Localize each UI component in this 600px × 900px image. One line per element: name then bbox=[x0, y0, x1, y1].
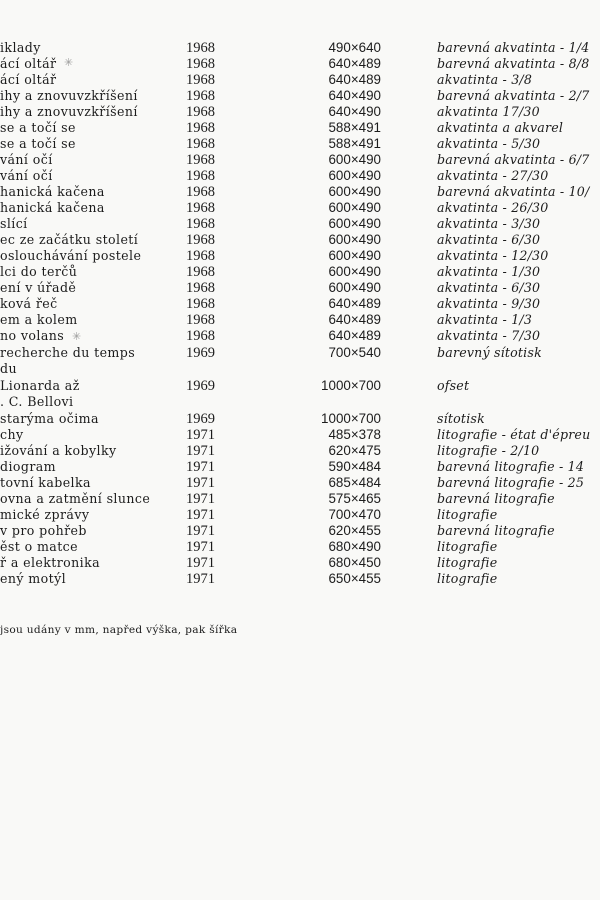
work-size: 620×455 bbox=[328, 523, 381, 538]
work-technique: barevná akvatinta - 8/8 bbox=[437, 56, 590, 71]
work-year: 1968 bbox=[186, 168, 215, 184]
work-year: 1971 bbox=[186, 523, 215, 539]
work-technique: barevná akvatinta - 6/7 bbox=[437, 152, 590, 167]
work-size: 620×475 bbox=[328, 443, 381, 458]
work-size: 640×489 bbox=[328, 56, 381, 71]
work-size: 575×465 bbox=[328, 491, 381, 506]
work-size: 600×490 bbox=[328, 200, 381, 215]
work-title: ihy a znovuvzkříšení bbox=[0, 104, 138, 119]
catalog-row bbox=[0, 491, 600, 507]
catalog-row bbox=[0, 523, 600, 539]
work-year: 1968 bbox=[186, 184, 215, 200]
work-title: ková řeč bbox=[0, 296, 58, 311]
work-technique: litografie bbox=[437, 539, 498, 554]
work-technique: akvatinta - 7/30 bbox=[437, 328, 541, 343]
work-size: 1000×700 bbox=[321, 378, 381, 393]
work-year: 1968 bbox=[186, 264, 215, 280]
work-size: 600×490 bbox=[328, 232, 381, 247]
work-year: 1968 bbox=[186, 216, 215, 232]
work-title: slící bbox=[0, 216, 28, 231]
work-title: ihy a znovuvzkříšení bbox=[0, 88, 138, 103]
work-technique: barevná litografie - 14 bbox=[437, 459, 585, 474]
work-size: 680×490 bbox=[328, 539, 381, 554]
catalog-row-continuation bbox=[0, 394, 600, 410]
work-year: 1971 bbox=[186, 491, 215, 507]
work-size: 590×484 bbox=[328, 459, 381, 474]
work-size: 600×490 bbox=[328, 248, 381, 263]
work-title: tovní kabelka bbox=[0, 475, 91, 490]
catalog-row bbox=[0, 88, 600, 104]
work-year: 1969 bbox=[186, 345, 215, 361]
work-technique: akvatinta - 1/30 bbox=[437, 264, 541, 279]
work-year: 1968 bbox=[186, 296, 215, 312]
catalog-row bbox=[0, 328, 600, 344]
catalog-row bbox=[0, 555, 600, 571]
work-size: 490×640 bbox=[328, 40, 381, 55]
work-title: ižování a kobylky bbox=[0, 443, 117, 458]
work-title: . C. Bellovi bbox=[0, 394, 74, 409]
catalog-row bbox=[0, 120, 600, 136]
work-title: hanická kačena bbox=[0, 184, 105, 199]
work-title: lci do terčů bbox=[0, 264, 78, 279]
catalog-row bbox=[0, 411, 600, 427]
catalog-row bbox=[0, 216, 600, 232]
work-size: 700×470 bbox=[328, 507, 381, 522]
catalog-row bbox=[0, 56, 600, 72]
catalog-row bbox=[0, 232, 600, 248]
catalog-row bbox=[0, 296, 600, 312]
work-size: 650×455 bbox=[328, 571, 381, 586]
catalog-row bbox=[0, 264, 600, 280]
catalog-row bbox=[0, 280, 600, 296]
work-year: 1968 bbox=[186, 280, 215, 296]
work-year: 1971 bbox=[186, 459, 215, 475]
work-technique: litografie bbox=[437, 555, 498, 570]
catalog-row bbox=[0, 571, 600, 587]
work-size: 1000×700 bbox=[321, 411, 381, 426]
work-year: 1971 bbox=[186, 539, 215, 555]
work-title: vání očí bbox=[0, 152, 53, 167]
work-year: 1968 bbox=[186, 88, 215, 104]
work-title: ení v úřadě bbox=[0, 280, 77, 295]
work-title: Lionarda až bbox=[0, 378, 80, 393]
work-technique: barevná litografie bbox=[437, 523, 555, 538]
work-year: 1968 bbox=[186, 232, 215, 248]
work-technique: akvatinta - 12/30 bbox=[437, 248, 549, 263]
work-year: 1968 bbox=[186, 248, 215, 264]
work-title: ácí oltář bbox=[0, 56, 57, 71]
work-size: 600×490 bbox=[328, 280, 381, 295]
work-technique: barevná litografie - 25 bbox=[437, 475, 585, 490]
work-year: 1968 bbox=[186, 120, 215, 136]
work-technique: akvatinta 17/30 bbox=[437, 104, 540, 119]
catalog-row bbox=[0, 459, 600, 475]
work-year: 1971 bbox=[186, 555, 215, 571]
work-title: starýma očima bbox=[0, 411, 99, 426]
work-technique: akvatinta - 3/8 bbox=[437, 72, 533, 87]
work-technique: litografie - état d'épreu bbox=[437, 427, 591, 442]
work-title: hanická kačena bbox=[0, 200, 105, 215]
work-technique: barevná litografie bbox=[437, 491, 555, 506]
work-technique: akvatinta a akvarel bbox=[437, 120, 564, 135]
work-title: du bbox=[0, 361, 17, 376]
work-year: 1968 bbox=[186, 40, 215, 56]
work-title: ec ze začátku století bbox=[0, 232, 139, 247]
catalog-row bbox=[0, 200, 600, 216]
work-year: 1968 bbox=[186, 104, 215, 120]
work-size: 640×489 bbox=[328, 296, 381, 311]
catalog-row bbox=[0, 475, 600, 491]
work-title: ěst o matce bbox=[0, 539, 78, 554]
work-year: 1968 bbox=[186, 152, 215, 168]
footnote: jsou udány v mm, napřed výška, pak šířka bbox=[0, 624, 238, 636]
work-size: 640×490 bbox=[328, 88, 381, 103]
catalog-row bbox=[0, 168, 600, 184]
work-year: 1971 bbox=[186, 475, 215, 491]
catalog-row bbox=[0, 136, 600, 152]
work-year: 1968 bbox=[186, 136, 215, 152]
work-title: chy bbox=[0, 427, 24, 442]
work-technique: akvatinta - 3/30 bbox=[437, 216, 541, 231]
work-size: 700×540 bbox=[328, 345, 381, 360]
work-title: oslouchávání postele bbox=[0, 248, 142, 263]
work-size: 680×450 bbox=[328, 555, 381, 570]
work-size: 600×490 bbox=[328, 168, 381, 183]
catalog-row bbox=[0, 248, 600, 264]
work-size: 485×378 bbox=[328, 427, 381, 442]
work-size: 640×489 bbox=[328, 312, 381, 327]
catalog-row bbox=[0, 312, 600, 328]
work-year: 1969 bbox=[186, 411, 215, 427]
work-size: 588×491 bbox=[328, 120, 381, 135]
work-title: em a kolem bbox=[0, 312, 78, 327]
work-technique: akvatinta - 9/30 bbox=[437, 296, 541, 311]
work-title: se a točí se bbox=[0, 120, 76, 135]
catalog-row bbox=[0, 443, 600, 459]
work-year: 1968 bbox=[186, 312, 215, 328]
work-technique: barevný sítotisk bbox=[437, 345, 542, 360]
work-technique: litografie bbox=[437, 571, 498, 586]
catalog-row bbox=[0, 427, 600, 443]
work-size: 588×491 bbox=[328, 136, 381, 151]
work-technique: sítotisk bbox=[437, 411, 485, 426]
catalog-row bbox=[0, 345, 600, 361]
work-year: 1968 bbox=[186, 328, 215, 344]
work-size: 640×489 bbox=[328, 72, 381, 87]
work-size: 600×490 bbox=[328, 152, 381, 167]
work-technique: barevná akvatinta - 2/7 bbox=[437, 88, 590, 103]
work-year: 1971 bbox=[186, 571, 215, 587]
work-year: 1969 bbox=[186, 378, 215, 394]
work-technique: akvatinta - 5/30 bbox=[437, 136, 541, 151]
work-technique: akvatinta - 27/30 bbox=[437, 168, 549, 183]
work-year: 1971 bbox=[186, 507, 215, 523]
work-title: iklady bbox=[0, 40, 41, 55]
work-title: v pro pohřeb bbox=[0, 523, 87, 538]
work-title: ovna a zatmění slunce bbox=[0, 491, 151, 506]
work-technique: ofset bbox=[437, 378, 470, 393]
catalog-row-continuation bbox=[0, 361, 600, 377]
work-year: 1971 bbox=[186, 443, 215, 459]
catalog-row bbox=[0, 507, 600, 523]
pencil-mark-icon: ✳ bbox=[64, 56, 74, 69]
work-technique: akvatinta - 26/30 bbox=[437, 200, 549, 215]
work-title: vání očí bbox=[0, 168, 53, 183]
catalog-row bbox=[0, 539, 600, 555]
work-year: 1968 bbox=[186, 200, 215, 216]
pencil-mark-icon: ✳ bbox=[72, 330, 82, 343]
catalog-row bbox=[0, 40, 600, 56]
work-title: ácí oltář bbox=[0, 72, 57, 87]
catalog-row bbox=[0, 152, 600, 168]
work-year: 1968 bbox=[186, 72, 215, 88]
work-technique: litografie - 2/10 bbox=[437, 443, 540, 458]
work-size: 640×490 bbox=[328, 104, 381, 119]
catalog-row bbox=[0, 104, 600, 120]
work-size: 600×490 bbox=[328, 264, 381, 279]
work-size: 640×489 bbox=[328, 328, 381, 343]
work-size: 600×490 bbox=[328, 216, 381, 231]
catalog-row bbox=[0, 72, 600, 88]
work-title: no volans bbox=[0, 328, 65, 343]
work-technique: akvatinta - 6/30 bbox=[437, 280, 541, 295]
work-title: recherche du temps bbox=[0, 345, 136, 360]
work-title: mické zprávy bbox=[0, 507, 90, 522]
work-title: se a točí se bbox=[0, 136, 76, 151]
work-technique: litografie bbox=[437, 507, 498, 522]
work-technique: akvatinta - 6/30 bbox=[437, 232, 541, 247]
work-size: 685×484 bbox=[328, 475, 381, 490]
work-year: 1971 bbox=[186, 427, 215, 443]
work-technique: barevná akvatinta - 10/ bbox=[437, 184, 590, 199]
work-year: 1968 bbox=[186, 56, 215, 72]
work-technique: barevná akvatinta - 1/4 bbox=[437, 40, 590, 55]
work-title: diogram bbox=[0, 459, 57, 474]
work-technique: akvatinta - 1/3 bbox=[437, 312, 533, 327]
work-size: 600×490 bbox=[328, 184, 381, 199]
work-title: ř a elektronika bbox=[0, 555, 101, 570]
work-title: ený motýl bbox=[0, 571, 67, 586]
catalog-row bbox=[0, 378, 600, 394]
catalog-row bbox=[0, 184, 600, 200]
